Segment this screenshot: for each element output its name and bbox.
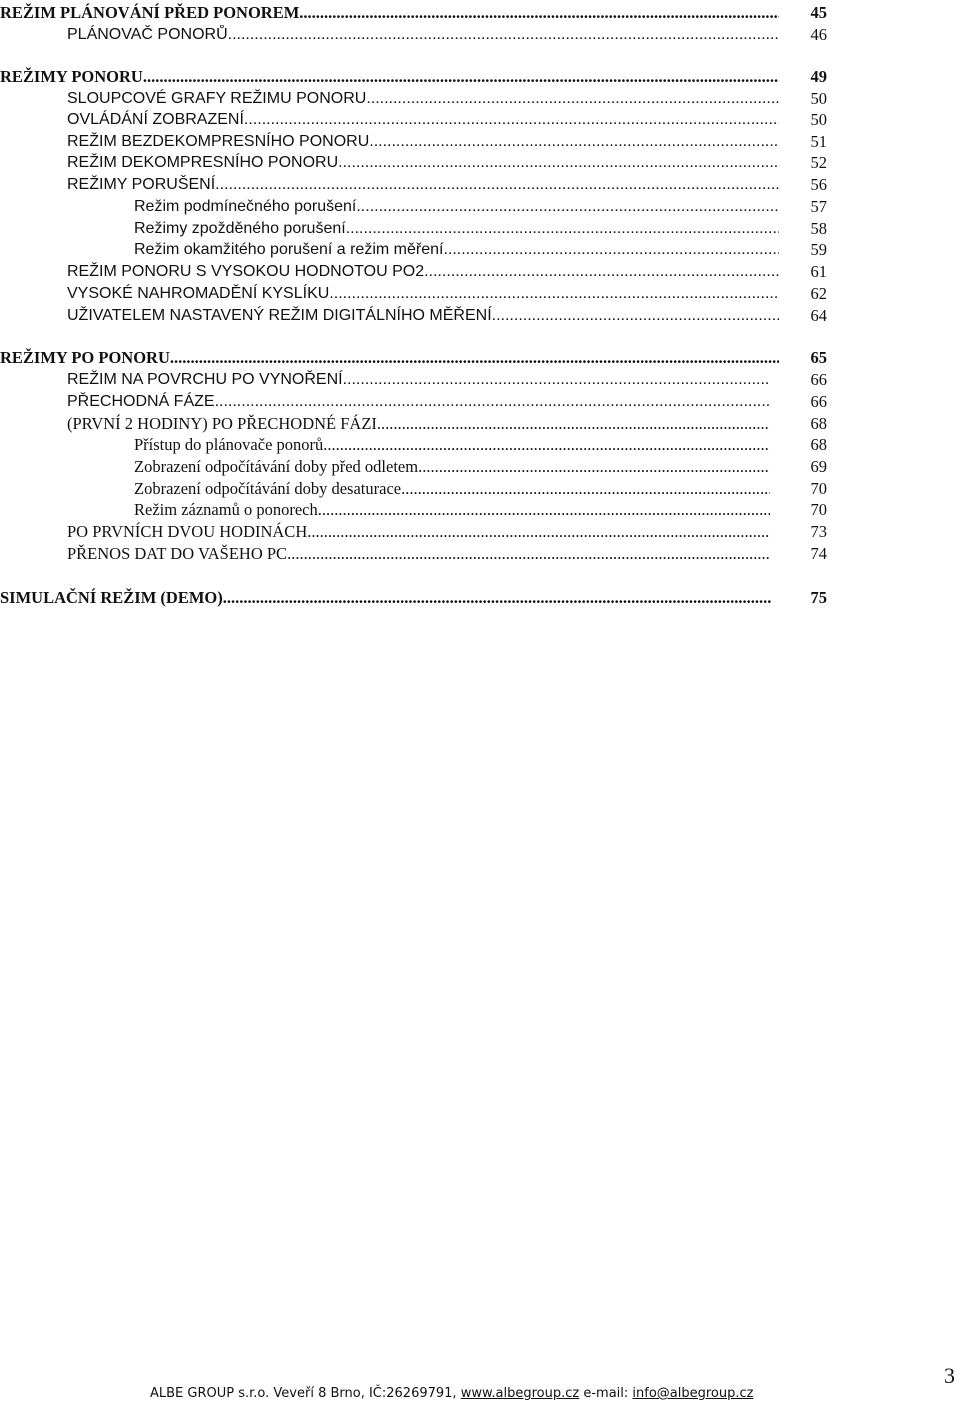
toc-title: VYSOKÉ NAHROMADĚNÍ KYSLÍKU ..... <box>67 284 779 304</box>
toc-page-number: 50 <box>810 89 827 108</box>
toc-page-number: 75 <box>810 588 827 607</box>
toc-entry[interactable] <box>0 544 960 566</box>
toc-title: OVLÁDÁNÍ ZOBRAZENÍ ..... <box>67 110 779 130</box>
toc-entry[interactable] <box>0 153 960 175</box>
toc-page-number: 74 <box>810 544 827 563</box>
toc-entry[interactable] <box>0 175 960 197</box>
toc-title: REŽIM NA POVRCHU PO VYNOŘENÍ ..... <box>67 370 770 390</box>
toc-page-number: 58 <box>810 219 827 238</box>
toc-title: Režim záznamů o ponorech ..... <box>134 500 770 520</box>
toc-title: REŽIMY PO PONORU ..... <box>0 348 779 368</box>
toc-entry[interactable] <box>0 89 960 111</box>
toc-page-number: 49 <box>810 67 827 86</box>
toc-entry[interactable] <box>0 25 960 47</box>
toc-page-number: 45 <box>810 3 827 22</box>
toc-entry[interactable] <box>0 3 960 25</box>
toc-page-number: 52 <box>810 153 827 172</box>
toc-title: (PRVNÍ 2 HODINY) PO PŘECHODNÉ FÁZI ..... <box>67 414 770 434</box>
toc-title: REŽIM PLÁNOVÁNÍ PŘED PONOREM ..... <box>0 3 779 23</box>
toc-title: REŽIM DEKOMPRESNÍHO PONORU ..... <box>67 153 779 173</box>
toc-title: Přístup do plánovače ponorů ..... <box>134 435 770 455</box>
toc-page-number: 70 <box>810 479 827 498</box>
page-number: 3 <box>944 1363 955 1388</box>
toc-entry[interactable] <box>0 500 960 522</box>
toc-title: Režimy zpožděného porušení ..... <box>134 219 779 239</box>
toc-entry[interactable] <box>0 435 960 457</box>
toc-page-number: 59 <box>810 240 827 259</box>
toc-entry[interactable] <box>0 457 960 479</box>
toc-page-number: 66 <box>810 392 827 411</box>
toc-entry[interactable] <box>0 306 960 328</box>
toc-page-number: 69 <box>810 457 827 476</box>
toc-page-number: 57 <box>810 197 827 216</box>
footer-email-label: e-mail: <box>579 1386 633 1401</box>
toc-entry[interactable] <box>0 348 960 370</box>
toc-entry[interactable] <box>0 392 960 414</box>
toc-title: SLOUPCOVÉ GRAFY REŽIMU PONORU ..... <box>67 89 779 109</box>
footer-website-link[interactable]: www.albegroup.cz <box>460 1386 580 1401</box>
toc-page-number: 70 <box>810 500 827 519</box>
toc-title: REŽIMY PONORU ..... <box>0 67 779 87</box>
toc-title: Zobrazení odpočítávání doby desaturace ..... <box>134 479 770 499</box>
toc-entry[interactable] <box>0 132 960 154</box>
toc-page-number: 68 <box>810 414 827 433</box>
toc-entry[interactable] <box>0 370 960 392</box>
toc-title: REŽIM BEZDEKOMPRESNÍHO PONORU ..... <box>67 132 779 152</box>
toc-entry[interactable] <box>0 240 960 262</box>
toc-entry[interactable] <box>0 219 960 241</box>
toc-page-number: 56 <box>810 175 827 194</box>
toc-title: REŽIM PONORU S VYSOKOU HODNOTOU PO2 ..... <box>67 262 779 282</box>
toc-entry[interactable] <box>0 284 960 306</box>
toc-entry[interactable] <box>0 479 960 501</box>
toc-page-number: 73 <box>810 522 827 541</box>
toc-entry[interactable] <box>0 414 960 436</box>
toc-page-number: 50 <box>810 110 827 129</box>
footer-email-link[interactable]: info@albegroup.cz <box>632 1386 754 1401</box>
toc-page-number: 65 <box>810 348 827 367</box>
toc-title: PLÁNOVAČ PONORŮ ..... <box>67 25 779 45</box>
toc-entry[interactable] <box>0 197 960 219</box>
toc-entry[interactable] <box>0 110 960 132</box>
toc-title: SIMULAČNÍ REŽIM (DEMO) ..... <box>0 588 772 608</box>
toc-page-number: 64 <box>810 306 827 325</box>
toc-title: Režim okamžitého porušení a režim měření ..... <box>134 240 779 260</box>
toc-title: Zobrazení odpočítávání doby před odletem ..... <box>134 457 770 477</box>
footer-company: ALBE GROUP s.r.o. Veveří 8 Brno, IČ:26269791, <box>150 1386 461 1401</box>
toc-page-number: 62 <box>810 284 827 303</box>
toc-entry[interactable] <box>0 588 960 610</box>
toc-title: PŘECHODNÁ FÁZE ..... <box>67 392 770 412</box>
toc-entry[interactable] <box>0 262 960 284</box>
toc-title: REŽIMY PORUŠENÍ ..... <box>67 175 779 195</box>
toc-title: Režim podmínečného porušení ..... <box>134 197 779 217</box>
toc-page-number: 51 <box>810 132 827 151</box>
toc-entry[interactable] <box>0 522 960 544</box>
footer <box>150 1386 790 1401</box>
toc-entry[interactable] <box>0 67 960 89</box>
toc-page-number: 61 <box>810 262 827 281</box>
toc-title: PŘENOS DAT DO VAŠEHO PC ..... <box>67 544 770 564</box>
toc-page-number: 66 <box>810 370 827 389</box>
toc-page-number: 46 <box>810 25 827 44</box>
toc-page-number: 68 <box>810 435 827 454</box>
toc-title: PO PRVNÍCH DVOU HODINÁCH ..... <box>67 522 770 542</box>
toc-title: UŽIVATELEM NASTAVENÝ REŽIM DIGITÁLNÍHO MĚŘENÍ ..... <box>67 306 779 326</box>
